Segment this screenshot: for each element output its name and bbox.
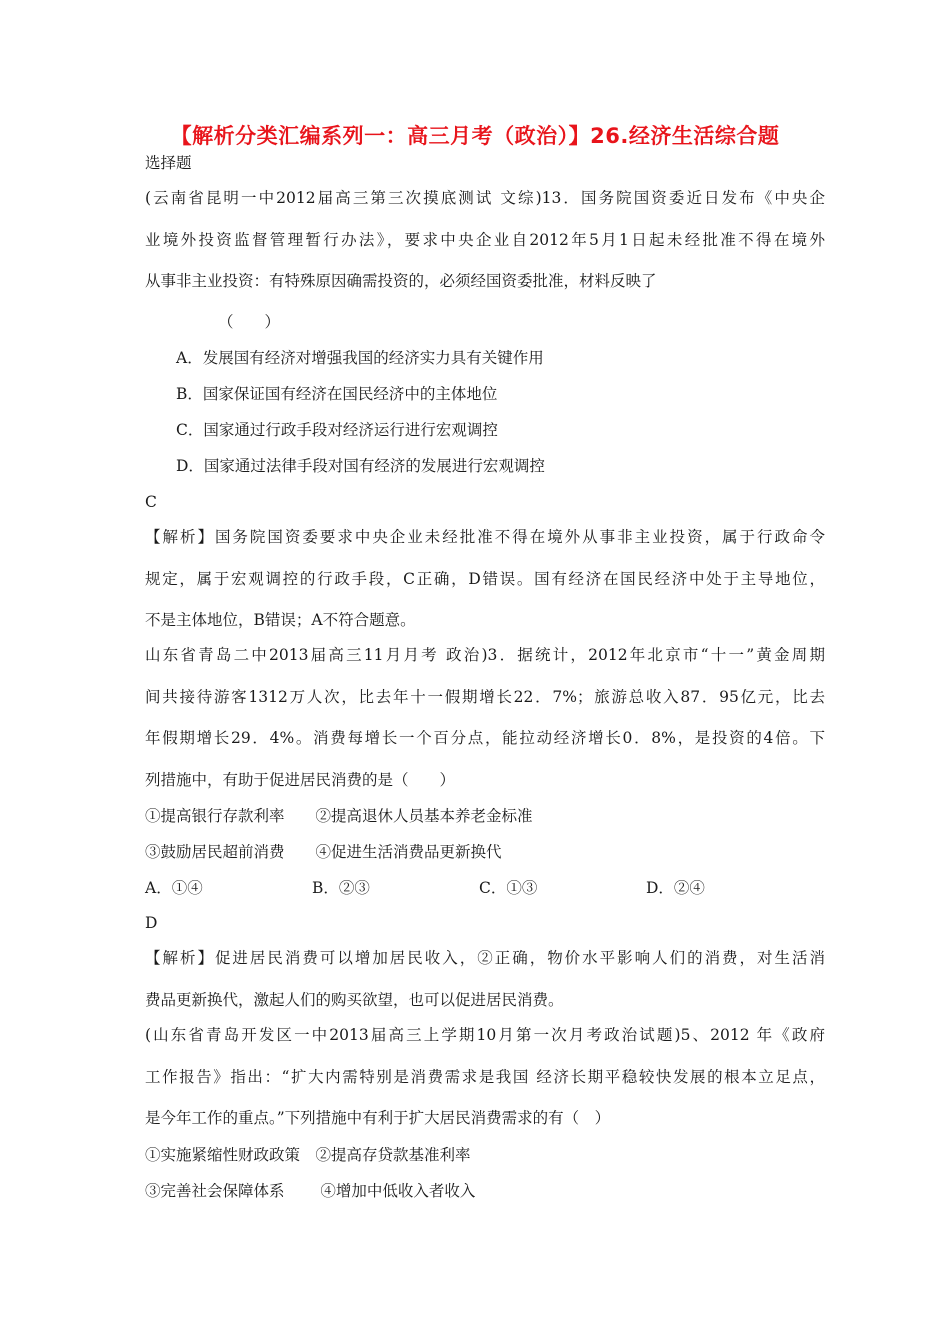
q2-item-line: ③鼓励居民超前消费 ④促进生活消费品更新换代 (145, 843, 502, 861)
q2-stem-line: 间共接待游客1312万人次，比去年十一假期增长22．7%；旅游总收入87．95亿元，比去 (145, 688, 825, 706)
q3-stem-line: 工作报告》指出：“扩大内需特别是消费需求是我国 经济长期平稳较快发展的根本立足点， (145, 1068, 825, 1086)
q1-stem-line: 从事非主业投资：有特殊原因确需投资的，必须经国资委批准，材料反映了 (145, 272, 657, 290)
q3-item-line: ③完善社会保障体系 ④增加中低收入者收入 (145, 1182, 476, 1200)
q3-item-line: ①实施紧缩性财政政策 ②提高存贷款基准利率 (145, 1146, 471, 1164)
q1-analysis-line: 【解析】国务院国资委要求中央企业未经批准不得在境外从事非主业投资，属于行政命令 (145, 528, 825, 546)
q2-choice-c: C．①③ (479, 879, 538, 897)
q1-analysis-line: 不是主体地位，B错误；A不符合题意。 (145, 611, 416, 629)
q2-choice-b: B．②③ (312, 879, 370, 897)
q2-stem-line: 年假期增长29．4%。消费每增长一个百分点，能拉动经济增长0．8%，是投资的4倍。下 (145, 729, 825, 747)
q2-choices (145, 878, 825, 898)
q2-analysis-line: 【解析】促进居民消费可以增加居民收入，②正确，物价水平影响人们的消费，对生活消 (145, 949, 825, 967)
q2-item-line: ①提高银行存款利率 ②提高退休人员基本养老金标准 (145, 807, 533, 825)
q2-answer: D (145, 914, 158, 932)
q1-answer-paren: （ ） (218, 313, 281, 331)
q2-choice-d: D．②④ (646, 879, 705, 897)
q1-stem-line: (云南省昆明一中2012届高三第三次摸底测试 文综)13．国务院国资委近日发布《中央企 (145, 189, 825, 207)
q1-answer: C (145, 493, 157, 511)
section-label: 选择题 (145, 154, 192, 172)
q1-stem-line: 业境外投资监督管理暂行办法》，要求中央企业自2012年5月1日起未经批准不得在境外 (145, 231, 825, 249)
q2-analysis-line: 费品更新换代，激起人们的购买欲望，也可以促进居民消费。 (145, 991, 564, 1009)
q1-analysis-line: 规定，属于宏观调控的行政手段，C正确，D错误。国有经济在国民经济中处于主导地位， (145, 570, 825, 588)
q3-stem-line: (山东省青岛开发区一中2013届高三上学期10月第一次月考政治试题)5、2012 年《政府 (145, 1026, 825, 1044)
q1-option-a: A．发展国有经济对增强我国的经济实力具有关键作用 (176, 349, 544, 367)
q2-stem-line: 列措施中，有助于促进居民消费的是（ ） (145, 771, 456, 789)
q1-option-c: C．国家通过行政手段对经济运行进行宏观调控 (176, 421, 498, 439)
q2-choice-a: A．①④ (145, 879, 203, 897)
q1-option-b: B．国家保证国有经济在国民经济中的主体地位 (176, 385, 498, 403)
q1-option-d: D．国家通过法律手段对国有经济的发展进行宏观调控 (176, 457, 545, 475)
q2-stem-line: 山东省青岛二中2013届高三11月月考 政治)3．据统计，2012年北京市“十一”黄金周期 (145, 646, 825, 664)
document-title: 【解析分类汇编系列一：高三月考（政治）】26.经济生活综合题 (170, 124, 780, 148)
q3-stem-line: 是今年工作的重点。”下列措施中有利于扩大居民消费需求的有（ ） (145, 1109, 611, 1127)
